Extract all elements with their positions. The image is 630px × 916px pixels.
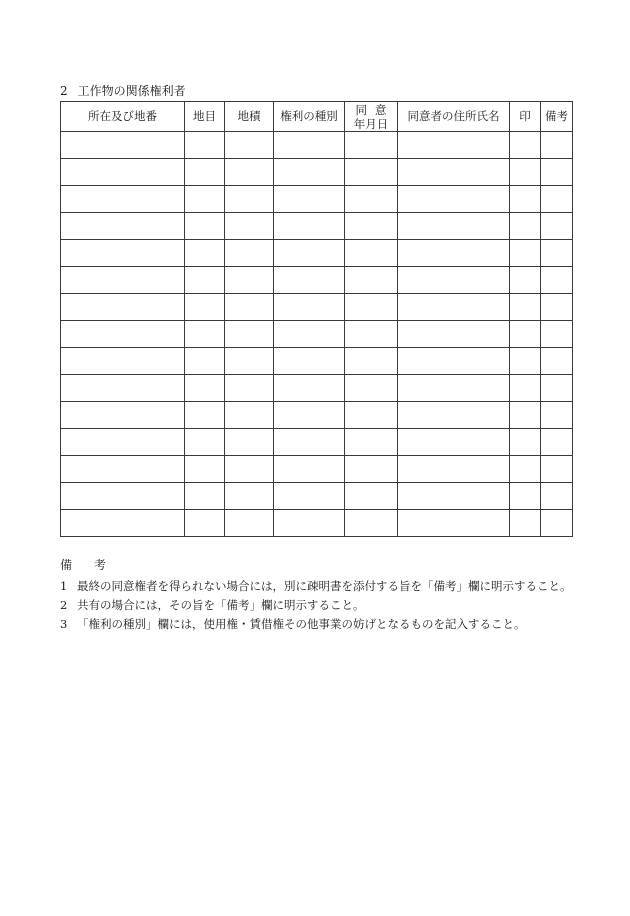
table-cell-remarks[interactable] (541, 429, 573, 456)
table-cell-consent_date[interactable] (345, 321, 398, 348)
table-cell-location[interactable] (61, 294, 185, 321)
table-cell-location[interactable] (61, 402, 185, 429)
table-cell-remarks[interactable] (541, 321, 573, 348)
table-cell-consenter[interactable] (398, 429, 510, 456)
table-cell-location[interactable] (61, 267, 185, 294)
table-cell-seal[interactable] (510, 348, 541, 375)
table-cell-consenter[interactable] (398, 510, 510, 537)
table-cell-seal[interactable] (510, 186, 541, 213)
table-row (61, 402, 573, 429)
table-cell-area[interactable] (225, 240, 274, 267)
table-cell-remarks[interactable] (541, 402, 573, 429)
table-cell-land_category[interactable] (185, 456, 225, 483)
table-cell-land_category[interactable] (185, 213, 225, 240)
header-area: 地積 (225, 102, 274, 132)
note-number: 2 (60, 598, 68, 612)
note-item (60, 598, 365, 612)
table-cell-seal[interactable] (510, 159, 541, 186)
note-text: 「権利の種別」欄には，使用権・賃借権その他事業の妨げとなるものを記入すること。 (77, 617, 526, 631)
table-row (61, 483, 573, 510)
table-body (61, 132, 573, 537)
table-cell-right_type[interactable] (274, 456, 345, 483)
table-row (61, 159, 573, 186)
header-consent-line2: 年月日 (353, 116, 389, 131)
note-text: 最終の同意権者を得られない場合には，別に疎明書を添付する旨を「備考」欄に明示すること。 (77, 579, 572, 593)
header-consent-date (345, 102, 398, 132)
table-cell-consenter[interactable] (398, 159, 510, 186)
table-cell-location[interactable] (61, 510, 185, 537)
table-cell-right_type[interactable] (274, 132, 345, 159)
table-cell-area[interactable] (225, 510, 274, 537)
table-cell-land_category[interactable] (185, 402, 225, 429)
table-cell-right_type[interactable] (274, 483, 345, 510)
table-cell-area[interactable] (225, 213, 274, 240)
table-row (61, 321, 573, 348)
table-cell-location[interactable] (61, 159, 185, 186)
table-cell-land_category[interactable] (185, 348, 225, 375)
table-cell-consenter[interactable] (398, 375, 510, 402)
table-cell-area[interactable] (225, 402, 274, 429)
table-cell-land_category[interactable] (185, 132, 225, 159)
table-cell-consenter[interactable] (398, 213, 510, 240)
table-header-row (61, 102, 573, 132)
table-cell-remarks[interactable] (541, 186, 573, 213)
table-cell-remarks[interactable] (541, 510, 573, 537)
table-cell-consent_date[interactable] (345, 132, 398, 159)
table-cell-location[interactable] (61, 186, 185, 213)
table-cell-consent_date[interactable] (345, 267, 398, 294)
header-land-category: 地目 (185, 102, 225, 132)
table-cell-seal[interactable] (510, 402, 541, 429)
table-row (61, 348, 573, 375)
table-cell-consenter[interactable] (398, 132, 510, 159)
table-cell-remarks[interactable] (541, 375, 573, 402)
header-seal: 印 (510, 102, 541, 132)
note-number: 3 (60, 617, 68, 631)
table-cell-remarks[interactable] (541, 159, 573, 186)
table-cell-land_category[interactable] (185, 240, 225, 267)
table-row (61, 294, 573, 321)
table-cell-consenter[interactable] (398, 321, 510, 348)
table-cell-area[interactable] (225, 321, 274, 348)
table-cell-consenter[interactable] (398, 240, 510, 267)
table-cell-location[interactable] (61, 375, 185, 402)
table-row (61, 213, 573, 240)
table-cell-remarks[interactable] (541, 132, 573, 159)
table-cell-area[interactable] (225, 375, 274, 402)
table-cell-consenter[interactable] (398, 456, 510, 483)
table-cell-consent_date[interactable] (345, 375, 398, 402)
table-cell-consenter[interactable] (398, 186, 510, 213)
table-row (61, 456, 573, 483)
table-cell-consent_date[interactable] (345, 348, 398, 375)
remarks-title (60, 558, 106, 572)
table-cell-consent_date[interactable] (345, 294, 398, 321)
table-row (61, 186, 573, 213)
header-right-type: 権利の種別 (274, 102, 345, 132)
table-cell-right_type[interactable] (274, 321, 345, 348)
table-cell-consent_date[interactable] (345, 483, 398, 510)
note-number: 1 (60, 579, 68, 593)
table-cell-area[interactable] (225, 429, 274, 456)
table-cell-consenter[interactable] (398, 483, 510, 510)
table-row (61, 132, 573, 159)
table-cell-right_type[interactable] (274, 159, 345, 186)
table-cell-remarks[interactable] (541, 240, 573, 267)
table-cell-consenter[interactable] (398, 294, 510, 321)
table-cell-right_type[interactable] (274, 375, 345, 402)
table-cell-right_type[interactable] (274, 348, 345, 375)
table-row (61, 375, 573, 402)
table-cell-land_category[interactable] (185, 483, 225, 510)
table-cell-land_category[interactable] (185, 429, 225, 456)
table-row (61, 240, 573, 267)
table-cell-right_type[interactable] (274, 294, 345, 321)
table-cell-land_category[interactable] (185, 375, 225, 402)
rights-holder-table (60, 101, 573, 537)
table-cell-consent_date[interactable] (345, 510, 398, 537)
section-title (60, 84, 186, 98)
table-cell-right_type[interactable] (274, 267, 345, 294)
table-cell-area[interactable] (225, 294, 274, 321)
note-text: 共有の場合には，その旨を「備考」欄に明示すること。 (77, 598, 365, 612)
table-cell-seal[interactable] (510, 294, 541, 321)
table-cell-consent_date[interactable] (345, 402, 398, 429)
table-cell-consent_date[interactable] (345, 186, 398, 213)
header-consenter: 同意者の住所氏名 (398, 102, 510, 132)
note-item (60, 579, 572, 593)
table-cell-right_type[interactable] (274, 402, 345, 429)
table-cell-right_type[interactable] (274, 240, 345, 267)
table-cell-land_category[interactable] (185, 186, 225, 213)
table-row (61, 267, 573, 294)
table-cell-land_category[interactable] (185, 267, 225, 294)
table-cell-seal[interactable] (510, 213, 541, 240)
table-cell-right_type[interactable] (274, 213, 345, 240)
table-cell-location[interactable] (61, 348, 185, 375)
table-cell-consenter[interactable] (398, 348, 510, 375)
table-cell-consent_date[interactable] (345, 213, 398, 240)
table-cell-area[interactable] (225, 267, 274, 294)
table-cell-consenter[interactable] (398, 402, 510, 429)
remarks-title-char2: 考 (94, 558, 107, 572)
table-cell-location[interactable] (61, 240, 185, 267)
table-cell-land_category[interactable] (185, 159, 225, 186)
section-heading: 工作物の関係権利者 (77, 84, 186, 98)
table-cell-location[interactable] (61, 321, 185, 348)
table-cell-land_category[interactable] (185, 321, 225, 348)
table-cell-area[interactable] (225, 186, 274, 213)
header-consent-line1: 同意 (355, 102, 395, 117)
table-cell-consenter[interactable] (398, 267, 510, 294)
table-cell-seal[interactable] (510, 429, 541, 456)
table-cell-consent_date[interactable] (345, 456, 398, 483)
table-cell-seal[interactable] (510, 321, 541, 348)
table-cell-land_category[interactable] (185, 510, 225, 537)
table-cell-location[interactable] (61, 456, 185, 483)
table-cell-right_type[interactable] (274, 429, 345, 456)
table-cell-consent_date[interactable] (345, 159, 398, 186)
table-cell-location[interactable] (61, 132, 185, 159)
table-cell-seal[interactable] (510, 375, 541, 402)
table-cell-remarks[interactable] (541, 213, 573, 240)
table-cell-seal[interactable] (510, 510, 541, 537)
table-cell-seal[interactable] (510, 456, 541, 483)
table-cell-seal[interactable] (510, 267, 541, 294)
table-cell-area[interactable] (225, 348, 274, 375)
note-item (60, 617, 526, 631)
table-row (61, 510, 573, 537)
remarks-title-char1: 備 (60, 558, 73, 572)
table-cell-remarks[interactable] (541, 348, 573, 375)
table-row (61, 429, 573, 456)
table-cell-consent_date[interactable] (345, 429, 398, 456)
table-cell-location[interactable] (61, 483, 185, 510)
table-cell-remarks[interactable] (541, 483, 573, 510)
table-cell-area[interactable] (225, 159, 274, 186)
table-cell-remarks[interactable] (541, 267, 573, 294)
section-number: 2 (60, 84, 68, 98)
table-cell-land_category[interactable] (185, 294, 225, 321)
table-cell-location[interactable] (61, 429, 185, 456)
table-cell-area[interactable] (225, 132, 274, 159)
table-cell-right_type[interactable] (274, 510, 345, 537)
table-cell-right_type[interactable] (274, 186, 345, 213)
table-cell-remarks[interactable] (541, 294, 573, 321)
table-cell-remarks[interactable] (541, 456, 573, 483)
table-cell-seal[interactable] (510, 240, 541, 267)
header-location: 所在及び地番 (61, 102, 185, 132)
header-remarks: 備考 (541, 102, 573, 132)
table-cell-seal[interactable] (510, 132, 541, 159)
table-cell-consent_date[interactable] (345, 240, 398, 267)
table-cell-seal[interactable] (510, 483, 541, 510)
table-cell-area[interactable] (225, 483, 274, 510)
table-cell-area[interactable] (225, 456, 274, 483)
table-cell-location[interactable] (61, 213, 185, 240)
